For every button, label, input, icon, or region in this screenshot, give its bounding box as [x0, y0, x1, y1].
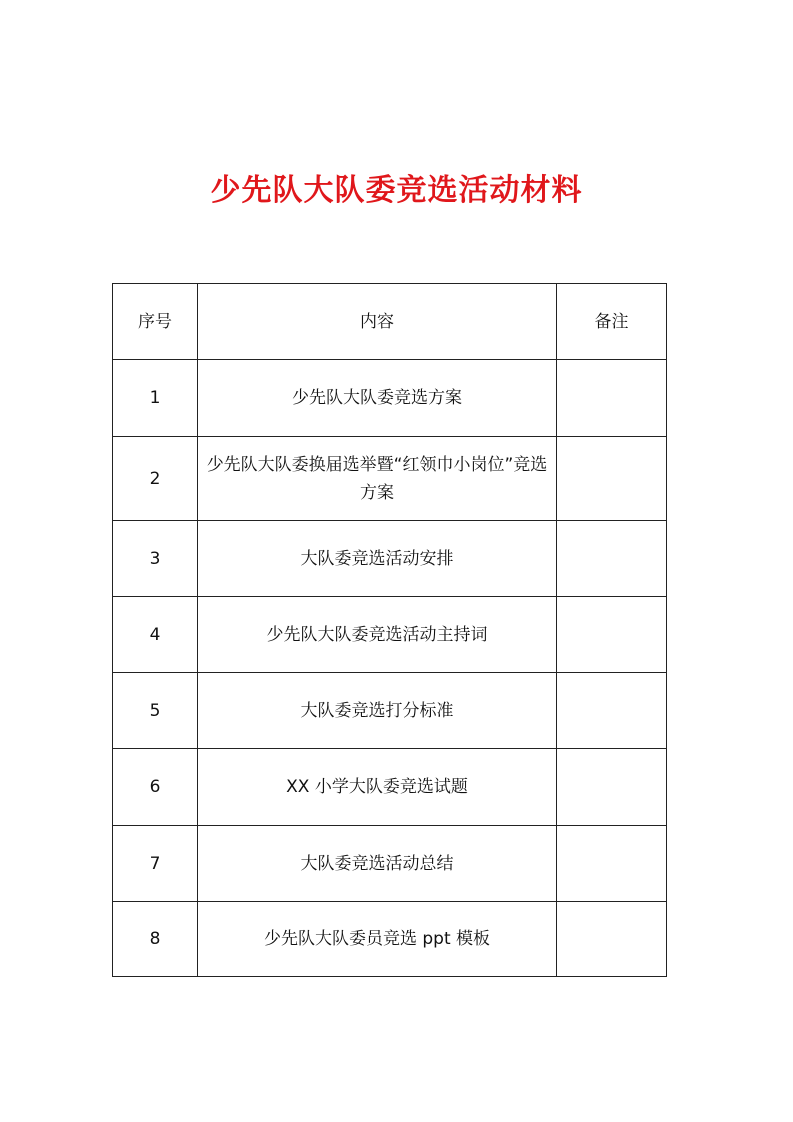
row-content: 大队委竞选活动安排: [198, 521, 557, 597]
row-content: 少先队大队委竞选活动主持词: [198, 597, 557, 673]
row-no: 4: [113, 597, 198, 673]
row-no: 3: [113, 521, 198, 597]
row-no: 1: [113, 360, 198, 437]
row-content: 大队委竞选活动总结: [198, 826, 557, 902]
row-note: [557, 521, 667, 597]
row-no: 8: [113, 902, 198, 977]
row-note: [557, 826, 667, 902]
table-header-row: [113, 284, 667, 360]
row-no: 5: [113, 673, 198, 749]
row-note: [557, 360, 667, 437]
table-row: [113, 437, 667, 521]
table-row: [113, 360, 667, 437]
row-content: 少先队大队委竞选方案: [198, 360, 557, 437]
row-note: [557, 673, 667, 749]
row-no: 7: [113, 826, 198, 902]
row-no: 2: [113, 437, 198, 521]
row-note: [557, 437, 667, 521]
table-row: [113, 597, 667, 673]
header-note: 备注: [557, 284, 667, 360]
row-note: [557, 902, 667, 977]
row-content: 大队委竞选打分标准: [198, 673, 557, 749]
document-title: 少先队大队委竞选活动材料: [210, 173, 583, 208]
table-row: [113, 673, 667, 749]
table-row: [113, 826, 667, 902]
table-row: [113, 902, 667, 977]
table-row: [113, 521, 667, 597]
row-content: 少先队大队委员竞选 ppt 模板: [198, 902, 557, 977]
row-note: [557, 749, 667, 826]
table-row: [113, 749, 667, 826]
materials-table: [112, 283, 667, 977]
row-content: 少先队大队委换届选举暨“红领巾小岗位”竞选方案: [198, 437, 557, 521]
header-content: 内容: [198, 284, 557, 360]
row-content: XX 小学大队委竞选试题: [198, 749, 557, 826]
row-note: [557, 597, 667, 673]
header-no: 序号: [113, 284, 198, 360]
row-no: 6: [113, 749, 198, 826]
